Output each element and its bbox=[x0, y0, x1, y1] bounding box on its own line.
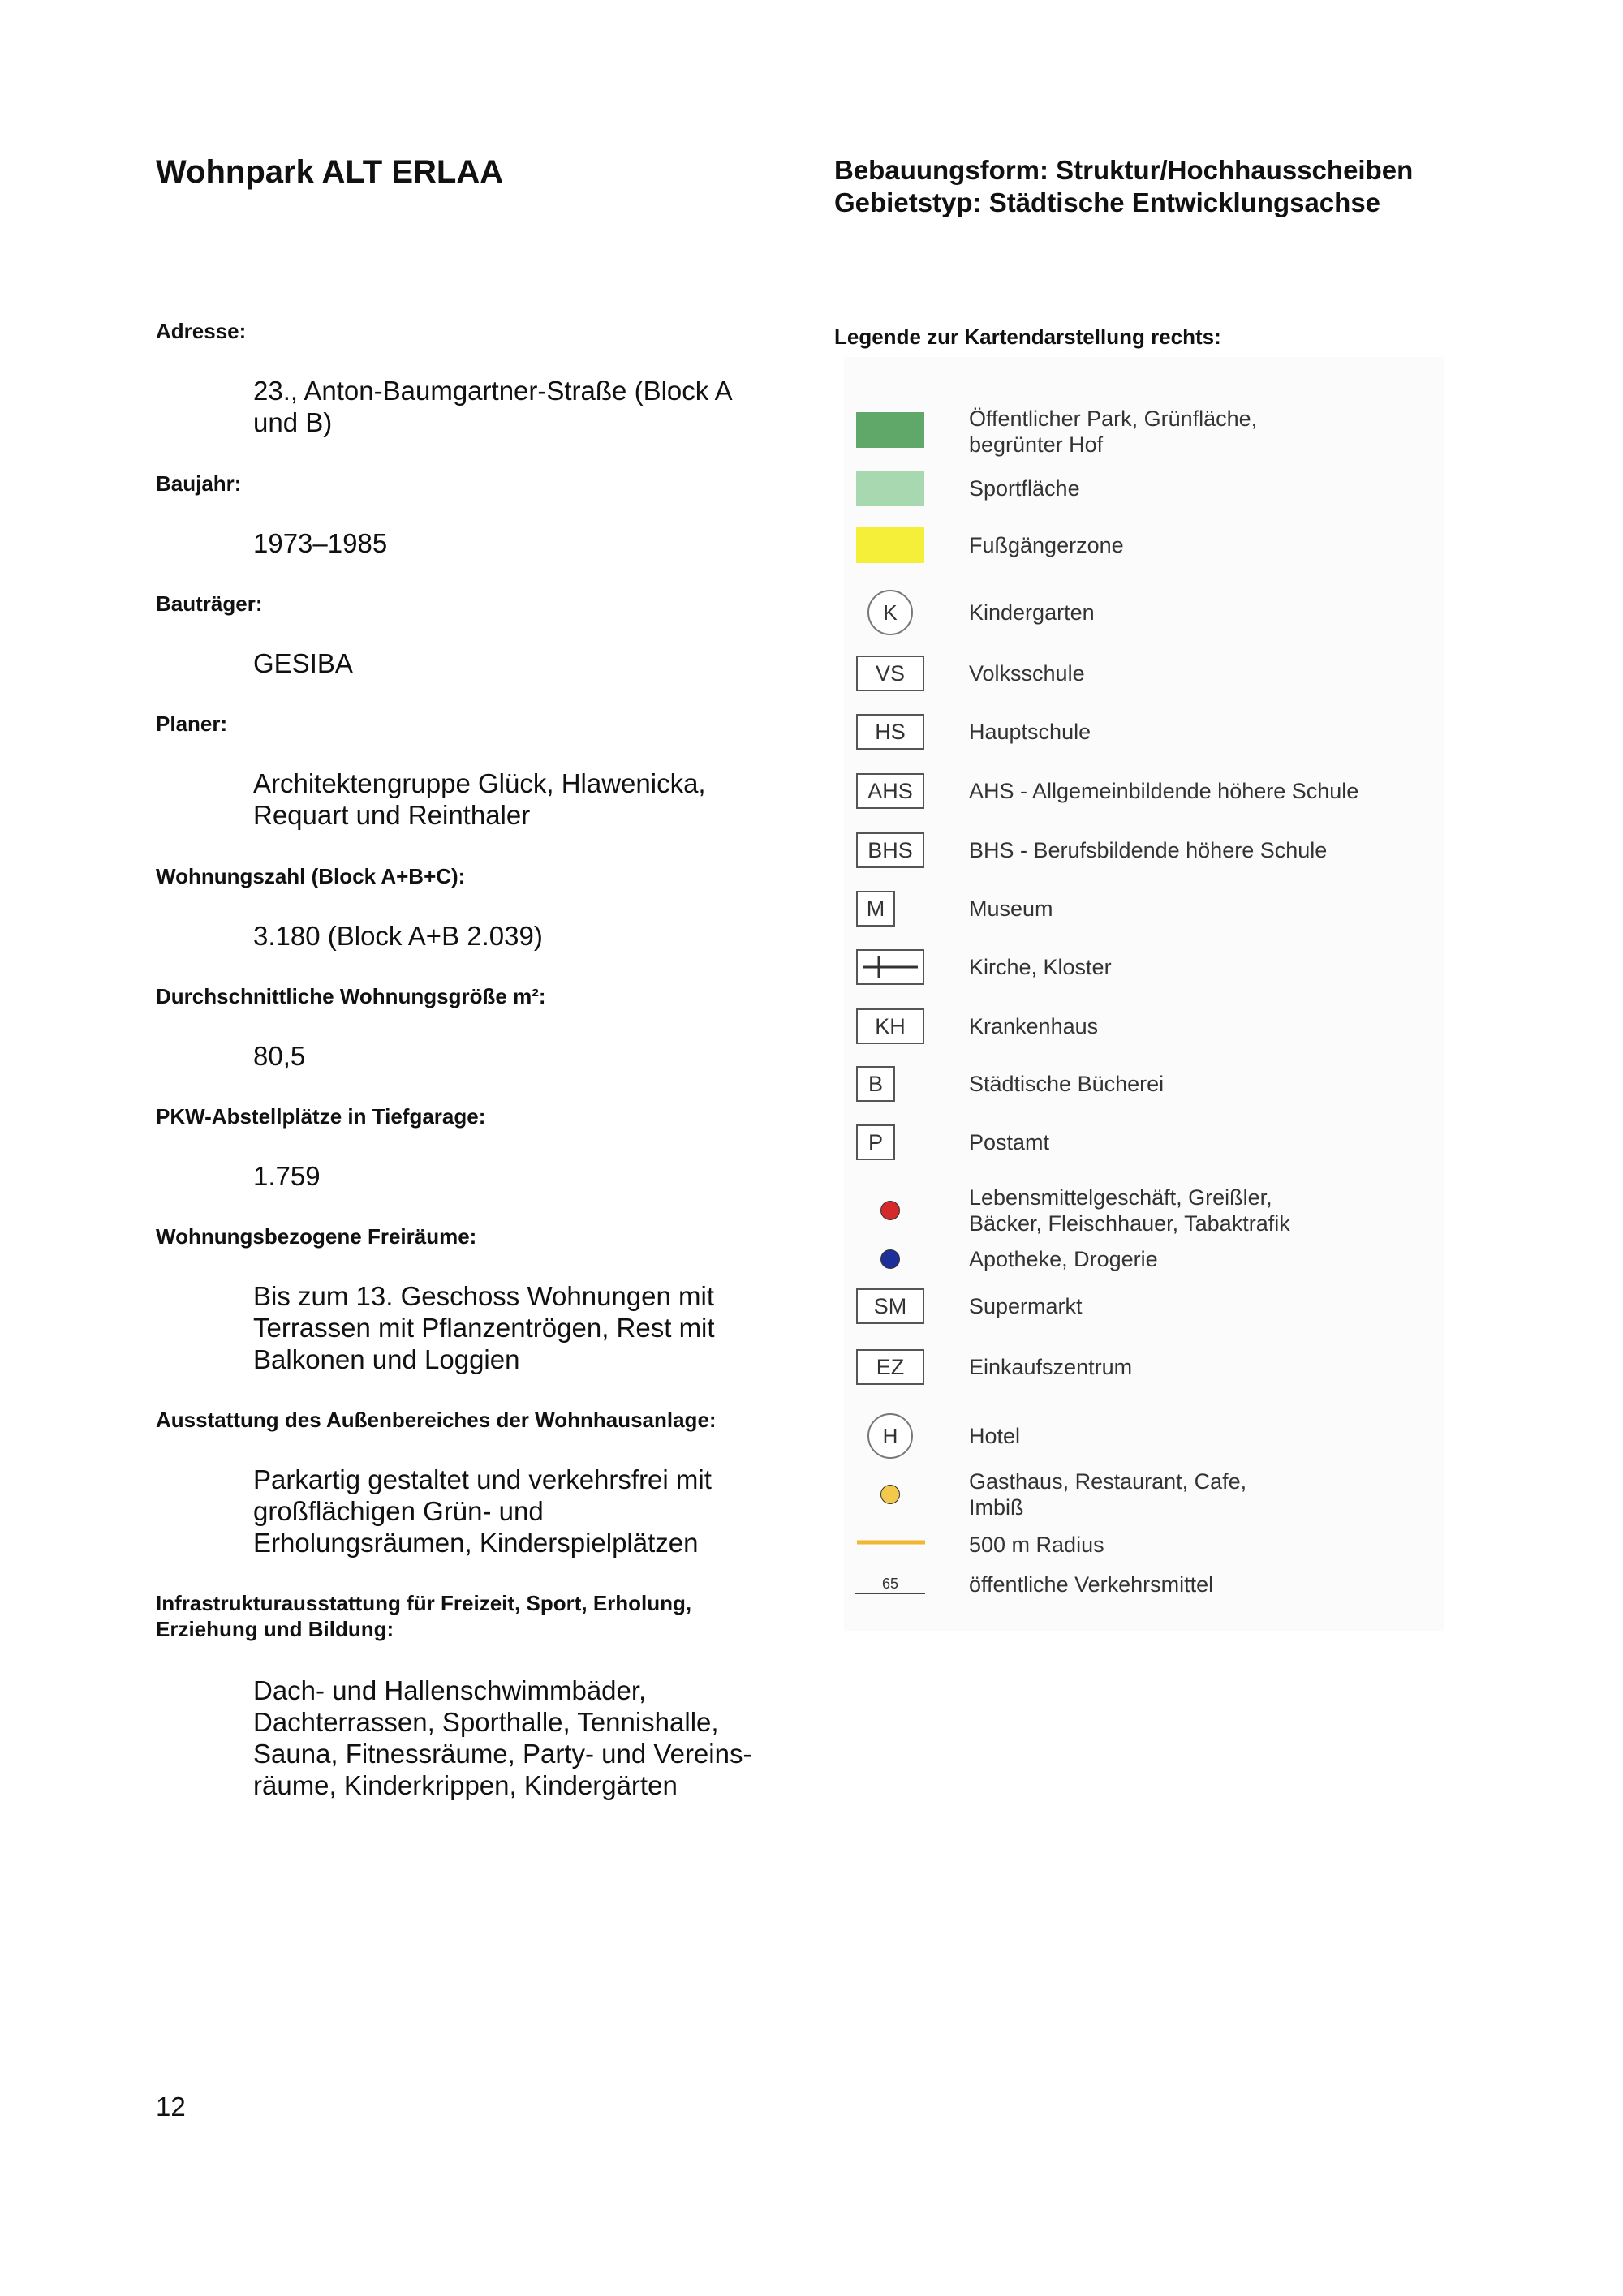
legend-label-line: Volksschule bbox=[969, 661, 1085, 686]
legend-item-label bbox=[969, 1185, 1423, 1236]
legend-item bbox=[844, 1066, 1444, 1102]
legend-label-line: Bäcker, Fleischhauer, Tabaktrafik bbox=[969, 1211, 1290, 1236]
field-label-line: Adresse: bbox=[156, 319, 247, 343]
field-label bbox=[156, 863, 789, 889]
gebietstyp-text: Gebietstyp: Städtische Entwicklungsachse bbox=[834, 187, 1381, 217]
legend-label-line: Gasthaus, Restaurant, Cafe, bbox=[969, 1469, 1247, 1494]
field-value bbox=[253, 1280, 773, 1375]
legend-item bbox=[844, 1349, 1444, 1385]
box-letter-icon: HS bbox=[856, 714, 924, 750]
field-label-line: Baujahr: bbox=[156, 471, 242, 496]
page-title: Wohnpark ALT ERLAA bbox=[156, 154, 504, 190]
legend-item bbox=[844, 1571, 1444, 1598]
field-value-line: Terrassen mit Pflanzentrögen, Rest mit bbox=[253, 1313, 715, 1343]
bebauungsform-text: Bebauungsform: Struktur/Hochhausscheiben bbox=[834, 155, 1414, 185]
legend-label-line: Hotel bbox=[969, 1424, 1021, 1448]
legend-item bbox=[844, 527, 1444, 563]
legend-item bbox=[844, 1008, 1444, 1044]
box-letter-icon: B bbox=[856, 1066, 895, 1102]
legend-item bbox=[844, 832, 1444, 868]
legend-item-label bbox=[969, 532, 1423, 558]
radius-line-icon bbox=[855, 1532, 925, 1553]
legend-item bbox=[844, 773, 1444, 809]
legend-box-symbol bbox=[855, 1066, 925, 1102]
legend-circle-symbol bbox=[855, 588, 925, 637]
legend-item-label bbox=[969, 1423, 1423, 1449]
legend-label-line: 500 m Radius bbox=[969, 1533, 1104, 1557]
field-label-line: Bauträger: bbox=[156, 591, 263, 616]
legend-dot-symbol bbox=[855, 1468, 925, 1520]
legend-item-label bbox=[969, 1572, 1423, 1597]
legend-swatch bbox=[855, 471, 925, 506]
legend-label-line: Fußgängerzone bbox=[969, 533, 1124, 557]
field-value-line: Balkonen und Loggien bbox=[253, 1344, 520, 1374]
field-value-line: Sauna, Fitnessräume, Party- und Vereins- bbox=[253, 1739, 752, 1769]
field-value-line: 80,5 bbox=[253, 1041, 306, 1071]
legend-item-label bbox=[969, 1129, 1423, 1155]
dot-icon bbox=[880, 1201, 900, 1220]
legend-box-symbol bbox=[855, 832, 925, 868]
legend-item-label bbox=[969, 954, 1423, 980]
legend-box-symbol bbox=[855, 714, 925, 750]
legend-item-label bbox=[969, 1071, 1423, 1097]
field-label bbox=[156, 1103, 789, 1129]
field-value-line: 3.180 (Block A+B 2.039) bbox=[253, 921, 543, 951]
field-label-line: PKW-Abstellplätze in Tiefgarage: bbox=[156, 1104, 486, 1129]
legend-label-line: Krankenhaus bbox=[969, 1014, 1099, 1038]
legend-label-line: Sportfläche bbox=[969, 476, 1080, 501]
legend-box-symbol bbox=[855, 1008, 925, 1044]
box-letter-icon: BHS bbox=[856, 832, 924, 868]
field-label bbox=[156, 983, 789, 1009]
legend-item bbox=[844, 1241, 1444, 1277]
legend-dot-symbol bbox=[855, 1241, 925, 1277]
field-label bbox=[156, 471, 789, 497]
legend-circle-symbol bbox=[855, 1412, 925, 1460]
legend-box-symbol bbox=[855, 1124, 925, 1160]
field-label bbox=[156, 1407, 789, 1433]
legend-item-label bbox=[969, 660, 1423, 686]
legend-box-symbol bbox=[855, 1349, 925, 1385]
legend-item bbox=[844, 1532, 1444, 1557]
field-value bbox=[253, 767, 773, 831]
legend-item bbox=[844, 656, 1444, 691]
legend-item-label bbox=[969, 719, 1423, 745]
legend-item bbox=[844, 406, 1444, 457]
orange-line-icon bbox=[855, 1532, 925, 1553]
transit-line-icon bbox=[855, 1571, 925, 1598]
field-value-line: Requart und Reinthaler bbox=[253, 800, 531, 830]
color-swatch bbox=[856, 471, 924, 506]
field-value-line: GESIBA bbox=[253, 648, 353, 678]
legend-label-line: AHS - Allgemeinbildende höhere Schule bbox=[969, 779, 1359, 803]
field-label bbox=[156, 591, 789, 617]
field-value bbox=[253, 375, 773, 438]
dot-icon bbox=[880, 1249, 900, 1269]
legend-item bbox=[844, 1412, 1444, 1460]
field-value-line: 23., Anton-Baumgartner-Straße (Block A bbox=[253, 376, 733, 406]
circle-letter-icon: K bbox=[867, 590, 913, 635]
legend-box-symbol bbox=[855, 656, 925, 691]
church-cross-icon bbox=[856, 949, 924, 985]
legend-item-label bbox=[969, 1013, 1423, 1039]
legend-label-line: Kindergarten bbox=[969, 600, 1095, 625]
legend-label-line: Supermarkt bbox=[969, 1294, 1083, 1318]
legend-label-line: Apotheke, Drogerie bbox=[969, 1247, 1158, 1271]
legend-label-line: öffentliche Verkehrsmittel bbox=[969, 1572, 1214, 1597]
field-label bbox=[156, 318, 789, 344]
field-value bbox=[253, 647, 773, 679]
legend-label-line: Postamt bbox=[969, 1130, 1050, 1154]
legend-item bbox=[844, 1185, 1444, 1236]
dot-icon bbox=[880, 1485, 900, 1504]
field-label-line: Durchschnittliche Wohnungsgröße m²: bbox=[156, 984, 546, 1008]
field-value bbox=[253, 920, 773, 952]
field-label-line: Infrastrukturausstattung für Freizeit, Sport, Erholung, bbox=[156, 1591, 692, 1615]
legend-box-symbol bbox=[855, 891, 925, 927]
box-letter-icon: KH bbox=[856, 1008, 924, 1044]
field-label-line: Erziehung und Bildung: bbox=[156, 1617, 394, 1641]
field-value bbox=[253, 527, 773, 559]
field-value-line: Parkartig gestaltet und verkehrsfrei mit bbox=[253, 1464, 712, 1494]
field-label bbox=[156, 711, 789, 737]
legend-item-label bbox=[969, 1293, 1423, 1319]
legend-item-label bbox=[969, 1354, 1423, 1380]
legend-item-label bbox=[969, 1468, 1423, 1520]
legend-item bbox=[844, 1288, 1444, 1324]
legend-item bbox=[844, 891, 1444, 927]
box-letter-icon: AHS bbox=[856, 773, 924, 809]
field-value-line: Architektengruppe Glück, Hlawenicka, bbox=[253, 768, 706, 798]
legend-dot-symbol bbox=[855, 1185, 925, 1236]
field-label-line: Ausstattung des Außenbereiches der Wohnhausanlage: bbox=[156, 1408, 717, 1432]
legend-label-line: Lebensmittelgeschäft, Greißler, bbox=[969, 1185, 1272, 1210]
legend-label-line: Hauptschule bbox=[969, 720, 1091, 744]
legend-heading: Legende zur Kartendarstellung rechts: bbox=[834, 325, 1221, 349]
legend-label-line: begrünter Hof bbox=[969, 432, 1104, 457]
legend-label-line: Öffentlicher Park, Grünfläche, bbox=[969, 406, 1258, 431]
legend-item-label bbox=[969, 896, 1423, 922]
field-label bbox=[156, 1223, 789, 1249]
legend-item-label bbox=[969, 837, 1423, 863]
field-label-line: Planer: bbox=[156, 712, 228, 736]
legend-item bbox=[844, 949, 1444, 985]
legend-item bbox=[844, 714, 1444, 750]
legend-swatch bbox=[855, 406, 925, 454]
field-value bbox=[253, 1675, 773, 1801]
color-swatch bbox=[856, 412, 924, 448]
legend-item bbox=[844, 588, 1444, 637]
legend-item bbox=[844, 1468, 1444, 1520]
page-number: 12 bbox=[156, 2092, 186, 2122]
field-value-line: räume, Kinderkrippen, Kindergärten bbox=[253, 1770, 678, 1800]
legend-label-line: Einkaufszentrum bbox=[969, 1355, 1133, 1379]
legend-item-label bbox=[969, 778, 1423, 804]
legend-item bbox=[844, 1124, 1444, 1160]
legend-item-label bbox=[969, 1532, 1423, 1558]
legend-item-label bbox=[969, 475, 1423, 501]
church-icon bbox=[855, 949, 925, 985]
field-label-line: Wohnungszahl (Block A+B+C): bbox=[156, 864, 466, 888]
box-letter-icon: P bbox=[856, 1124, 895, 1160]
field-value-line: Dach- und Hallenschwimmbäder, bbox=[253, 1675, 647, 1705]
box-letter-icon: M bbox=[856, 891, 895, 927]
field-value-line: 1973–1985 bbox=[253, 528, 388, 558]
field-value-line: großflächigen Grün- und bbox=[253, 1496, 544, 1526]
legend-label-line: Imbiß bbox=[969, 1495, 1024, 1520]
box-letter-icon: VS bbox=[856, 656, 924, 691]
field-value-line: Dachterrassen, Sporthalle, Tennishalle, bbox=[253, 1707, 719, 1737]
header-meta bbox=[834, 154, 1413, 219]
transit-number-label: 65 bbox=[855, 1575, 925, 1594]
field-label bbox=[156, 1590, 789, 1642]
legend-box-symbol bbox=[855, 1288, 925, 1324]
field-value-line: Erholungsräumen, Kinderspielplätzen bbox=[253, 1528, 699, 1558]
legend-swatch bbox=[855, 527, 925, 563]
field-value bbox=[253, 1040, 773, 1072]
box-letter-icon: SM bbox=[856, 1288, 924, 1324]
field-value bbox=[253, 1160, 773, 1192]
circle-letter-icon: H bbox=[867, 1413, 913, 1459]
legend-label-line: Museum bbox=[969, 896, 1053, 921]
field-value-line: und B) bbox=[253, 407, 333, 437]
color-swatch bbox=[856, 527, 924, 563]
legend-item bbox=[844, 471, 1444, 506]
field-label-line: Wohnungsbezogene Freiräume: bbox=[156, 1224, 477, 1249]
legend-label-line: Kirche, Kloster bbox=[969, 955, 1112, 979]
box-letter-icon: EZ bbox=[856, 1349, 924, 1385]
legend-label-line: BHS - Berufsbildende höhere Schule bbox=[969, 838, 1328, 862]
field-value-line: Bis zum 13. Geschoss Wohnungen mit bbox=[253, 1281, 714, 1311]
field-value-line: 1.759 bbox=[253, 1161, 321, 1191]
legend-label-line: Städtische Bücherei bbox=[969, 1072, 1165, 1096]
legend-item-label bbox=[969, 600, 1423, 626]
legend-item-label bbox=[969, 406, 1423, 458]
legend-item-label bbox=[969, 1246, 1423, 1272]
field-value bbox=[253, 1464, 773, 1559]
legend-box-symbol bbox=[855, 773, 925, 809]
